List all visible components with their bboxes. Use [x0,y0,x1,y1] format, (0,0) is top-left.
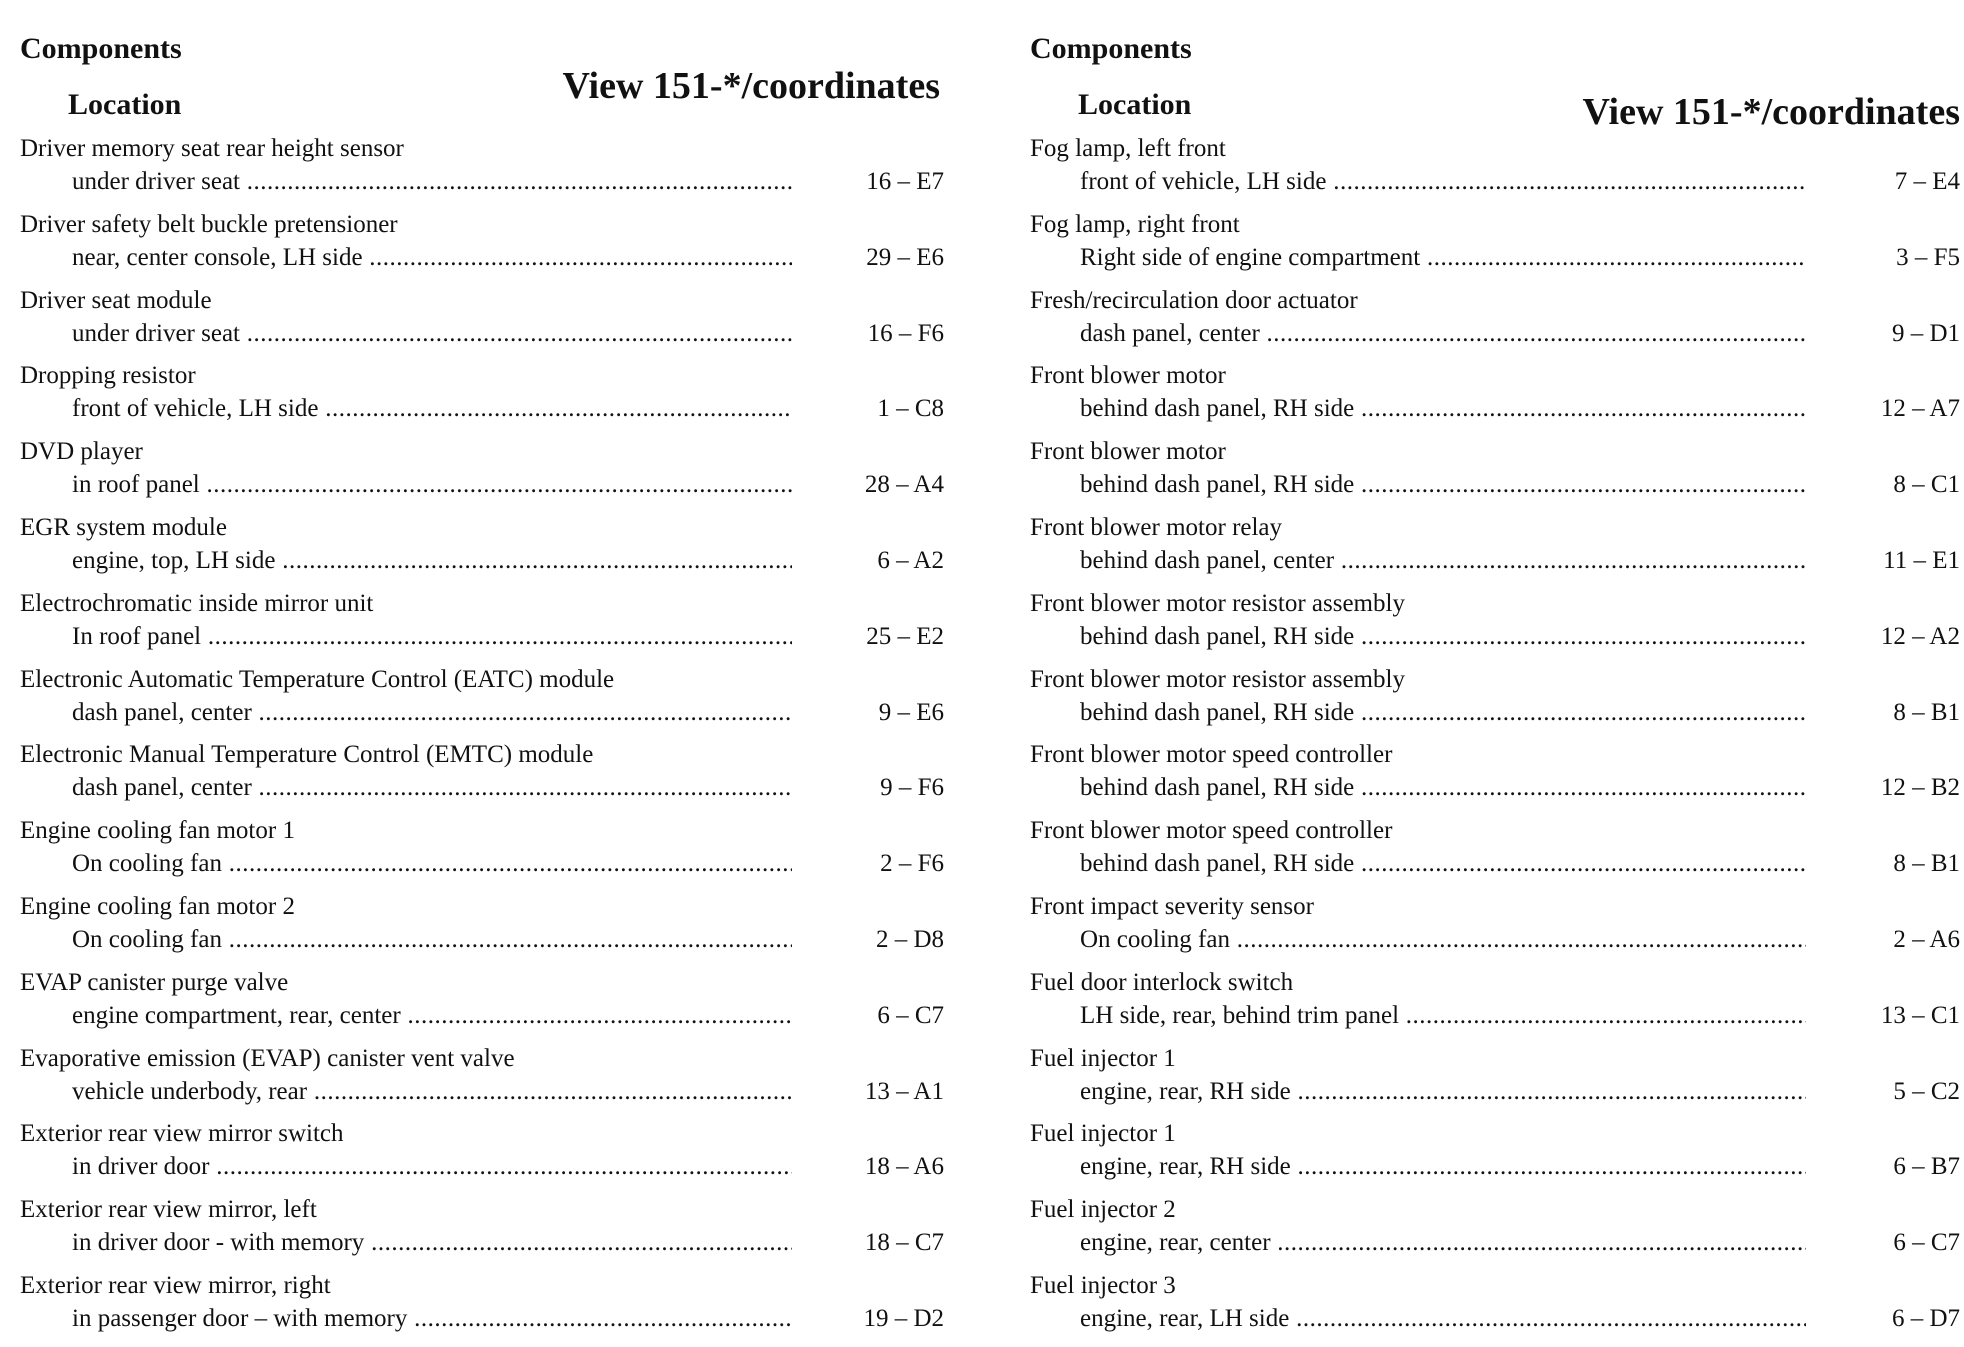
component-location: behind dash panel, RH side ..... [1080,394,1806,424]
view-coordinate: 6 – C7 [877,1001,944,1029]
component-entry [20,286,950,362]
component-location: in driver door ..... [72,1152,792,1182]
component-name: Engine cooling fan motor 1 [20,817,295,845]
component-location: behind dash panel, RH side ..... [1080,773,1806,803]
view-coordinate: 13 – A1 [864,1077,944,1105]
view-coordinate: 6 – D7 [1891,1304,1960,1332]
view-coordinate: 19 – D2 [863,1304,944,1332]
component-location: behind dash panel, center ..... [1080,546,1806,576]
component-list [1030,134,1960,1347]
view-coordinate: 8 – B1 [1893,698,1960,726]
component-entry [1030,968,1960,1044]
component-location: engine, rear, center ..... [1080,1228,1806,1258]
view-coordinate: 5 – C2 [1893,1077,1960,1105]
component-location: engine, top, LH side ..... [72,546,792,576]
view-coordinate: 8 – C1 [1893,471,1960,499]
component-entry [20,437,950,513]
view-coordinate: 8 – B1 [1893,850,1960,878]
component-name: Engine cooling fan motor 2 [20,892,295,920]
view-coordinate: 29 – E6 [866,243,944,271]
component-name: Driver memory seat rear height sensor [20,135,404,162]
component-name: Fuel injector 1 [1030,1044,1176,1072]
component-name: Front blower motor [1030,438,1226,466]
component-name: Evaporative emission (EVAP) canister vent valve [20,1044,515,1072]
component-name: Fuel injector 1 [1030,1120,1176,1148]
component-entry [1030,437,1960,513]
component-name: Electronic Manual Temperature Control (EMTC) module [20,741,594,769]
component-entry [20,968,950,1044]
location-header: Location [1078,88,1192,121]
component-location: dash panel, center ..... [72,773,792,803]
view-coordinate: 3 – F5 [1896,243,1960,271]
component-name: Fog lamp, right front [1030,210,1240,238]
component-entry [1030,286,1960,362]
component-name: Front blower motor speed controller [1030,741,1393,769]
component-location: front of vehicle, LH side ..... [1080,167,1806,197]
component-location: under driver seat ..... [72,319,792,349]
component-location: vehicle underbody, rear ..... [72,1077,792,1107]
component-location: front of vehicle, LH side ..... [72,394,792,424]
component-name: Front blower motor speed controller [1030,817,1393,845]
component-entry [20,210,950,286]
component-location: dash panel, center ..... [1080,319,1806,349]
component-location: in driver door - with memory ..... [72,1228,792,1258]
component-location: in roof panel ..... [72,470,792,500]
component-location: behind dash panel, RH side ..... [1080,470,1806,500]
view-coordinate: 18 – A6 [864,1153,944,1181]
component-location: behind dash panel, RH side ..... [1080,622,1806,652]
component-entry [1030,210,1960,286]
component-location: On cooling fan ..... [72,849,792,879]
component-list [20,134,950,1347]
component-entry [1030,361,1960,437]
component-entry [20,740,950,816]
component-name: Front blower motor relay [1030,513,1283,541]
component-entry [1030,665,1960,741]
view-coordinate: 16 – F6 [867,319,944,347]
component-location: engine compartment, rear, center ..... [72,1001,792,1031]
location-header: Location [68,88,182,121]
view-coordinates-header: View 151-*/coordinates [562,65,940,107]
component-location: under driver seat ..... [72,167,792,197]
component-name: Fog lamp, left front [1030,135,1226,162]
component-entry [1030,1271,1960,1347]
component-location: in passenger door – with memory ..... [72,1304,792,1334]
component-name: Exterior rear view mirror, left [20,1196,317,1224]
component-name: Fuel injector 2 [1030,1196,1176,1224]
component-name: EGR system module [20,513,227,541]
component-name: Exterior rear view mirror, right [20,1271,331,1299]
component-entry [1030,1195,1960,1271]
component-name: Front blower motor resistor assembly [1030,665,1405,693]
view-coordinate: 12 – A7 [1880,395,1960,423]
component-entry [20,1271,950,1347]
component-location: On cooling fan ..... [72,925,792,955]
component-entry [1030,892,1960,968]
view-coordinate: 16 – E7 [866,168,944,195]
right-column [1030,0,1960,1344]
component-location: engine, rear, LH side ..... [1080,1304,1806,1334]
component-location: near, center console, LH side ..... [72,243,792,273]
component-location: engine, rear, RH side ..... [1080,1077,1806,1107]
view-coordinate: 9 – F6 [880,774,944,802]
component-entry [20,361,950,437]
view-coordinate: 9 – D1 [1891,319,1960,347]
component-entry [20,816,950,892]
view-coordinate: 6 – C7 [1893,1229,1960,1257]
view-coordinate: 12 – B2 [1880,774,1960,802]
component-entry [20,134,950,210]
view-coordinate: 2 – F6 [880,850,944,878]
component-name: Fuel injector 3 [1030,1271,1176,1299]
component-name: Exterior rear view mirror switch [20,1120,344,1148]
component-entry [20,1119,950,1195]
component-name: EVAP canister purge valve [20,968,289,996]
component-entry [1030,1119,1960,1195]
view-coordinate: 2 – D8 [875,925,944,953]
component-location: Right side of engine compartment ..... [1080,243,1806,273]
component-location: On cooling fan ..... [1080,925,1806,955]
view-coordinates-header: View 151-*/coordinates [1582,91,1960,133]
component-name: Front blower motor [1030,362,1226,390]
view-coordinate: 7 – E4 [1894,168,1960,195]
component-location: In roof panel ..... [72,622,792,652]
component-entry [20,1195,950,1271]
view-coordinate: 2 – A6 [1893,925,1960,953]
view-coordinate: 6 – B7 [1893,1153,1960,1181]
component-name: Dropping resistor [20,362,196,390]
component-location: dash panel, center ..... [72,698,792,728]
component-entry [1030,134,1960,210]
view-coordinate: 28 – A4 [864,471,944,499]
view-coordinate: 25 – E2 [866,622,944,650]
view-coordinate: 11 – E1 [1883,546,1960,574]
component-location: behind dash panel, RH side ..... [1080,849,1806,879]
component-entry [20,892,950,968]
component-entry [1030,1044,1960,1120]
component-entry [1030,740,1960,816]
component-name: Front impact severity sensor [1030,892,1314,920]
component-entry [20,1044,950,1120]
component-entry [1030,816,1960,892]
component-entry [1030,589,1960,665]
view-coordinate: 12 – A2 [1880,622,1960,650]
section-title: Components [1030,32,1192,65]
component-name: Electrochromatic inside mirror unit [20,589,374,617]
component-name: Driver seat module [20,286,212,314]
left-column [20,0,950,1344]
component-entry [20,665,950,741]
view-coordinate: 9 – E6 [878,698,944,726]
component-entry [20,513,950,589]
component-name: Fuel door interlock switch [1030,968,1294,996]
view-coordinate: 18 – C7 [864,1229,944,1257]
view-coordinate: 6 – A2 [877,546,944,574]
component-location: LH side, rear, behind trim panel ..... [1080,1001,1806,1031]
component-location: engine, rear, RH side ..... [1080,1152,1806,1182]
component-name: Fresh/recirculation door actuator [1030,286,1358,314]
component-name: DVD player [20,438,143,466]
component-location: behind dash panel, RH side ..... [1080,698,1806,728]
component-name: Electronic Automatic Temperature Control (EATC) module [20,665,615,693]
view-coordinate: 1 – C8 [877,395,944,423]
component-entry [20,589,950,665]
view-coordinate: 13 – C1 [1880,1001,1960,1029]
component-entry [1030,513,1960,589]
component-name: Driver safety belt buckle pretensioner [20,210,398,238]
component-name: Front blower motor resistor assembly [1030,589,1405,617]
section-title: Components [20,32,182,65]
